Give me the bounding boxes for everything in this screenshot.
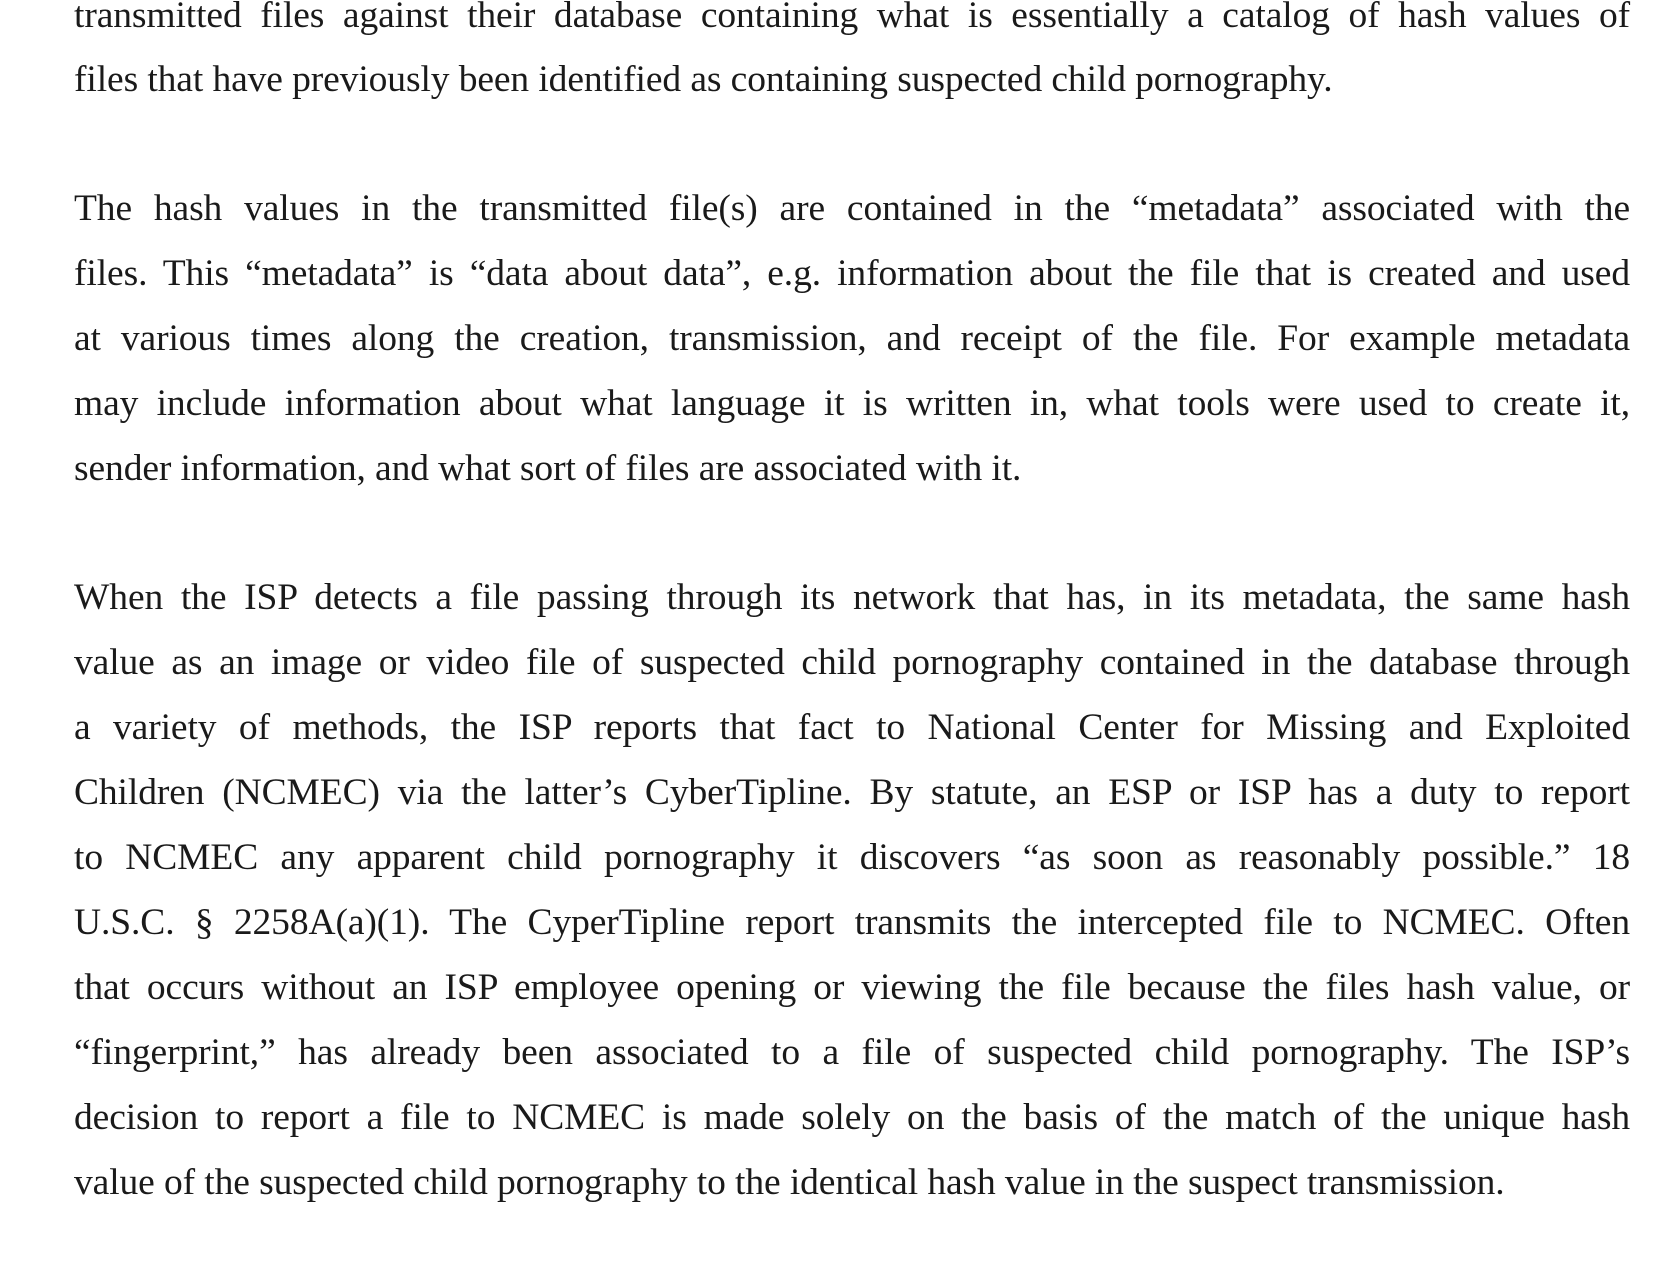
text-line: at various times along the creation, transmission, and receipt of the file. For example metadata — [74, 318, 1630, 359]
text-line: files that have previously been identified as containing suspected child pornography. — [74, 59, 1333, 100]
text-line: a variety of methods, the ISP reports that fact to National Center for Missing and Exploited — [74, 707, 1630, 748]
text-line: value as an image or video file of suspected child pornography contained in the database through — [74, 642, 1630, 683]
text-line: Children (NCMEC) via the latter’s CyberTipline. By statute, an ESP or ISP has a duty to report — [74, 772, 1630, 813]
text-line: transmitted files against their database containing what is essentially a catalog of hash values of — [74, 0, 1630, 36]
text-line: When the ISP detects a file passing through its network that has, in its metadata, the same hash — [74, 577, 1630, 618]
text-line: value of the suspected child pornography to the identical hash value in the suspect transmission. — [74, 1162, 1505, 1203]
text-line: decision to report a file to NCMEC is made solely on the basis of the match of the unique hash — [74, 1097, 1630, 1138]
text-line: that occurs without an ISP employee opening or viewing the file because the files hash value, or — [74, 967, 1630, 1008]
text-line: may include information about what language it is written in, what tools were used to create it, — [74, 383, 1630, 424]
text-line: U.S.C. § 2258A(a)(1). The CyperTipline report transmits the intercepted file to NCMEC. Often — [74, 902, 1630, 943]
text-line: The hash values in the transmitted file(s) are contained in the “metadata” associated with the — [74, 188, 1630, 229]
text-line: “fingerprint,” has already been associated to a file of suspected child pornography. The ISP’s — [74, 1032, 1630, 1073]
text-line: to NCMEC any apparent child pornography it discovers “as soon as reasonably possible.” 18 — [74, 837, 1630, 878]
text-line: sender information, and what sort of files are associated with it. — [74, 448, 1022, 489]
text-line: files. This “metadata” is “data about data”, e.g. information about the file that is created and used — [74, 253, 1630, 294]
